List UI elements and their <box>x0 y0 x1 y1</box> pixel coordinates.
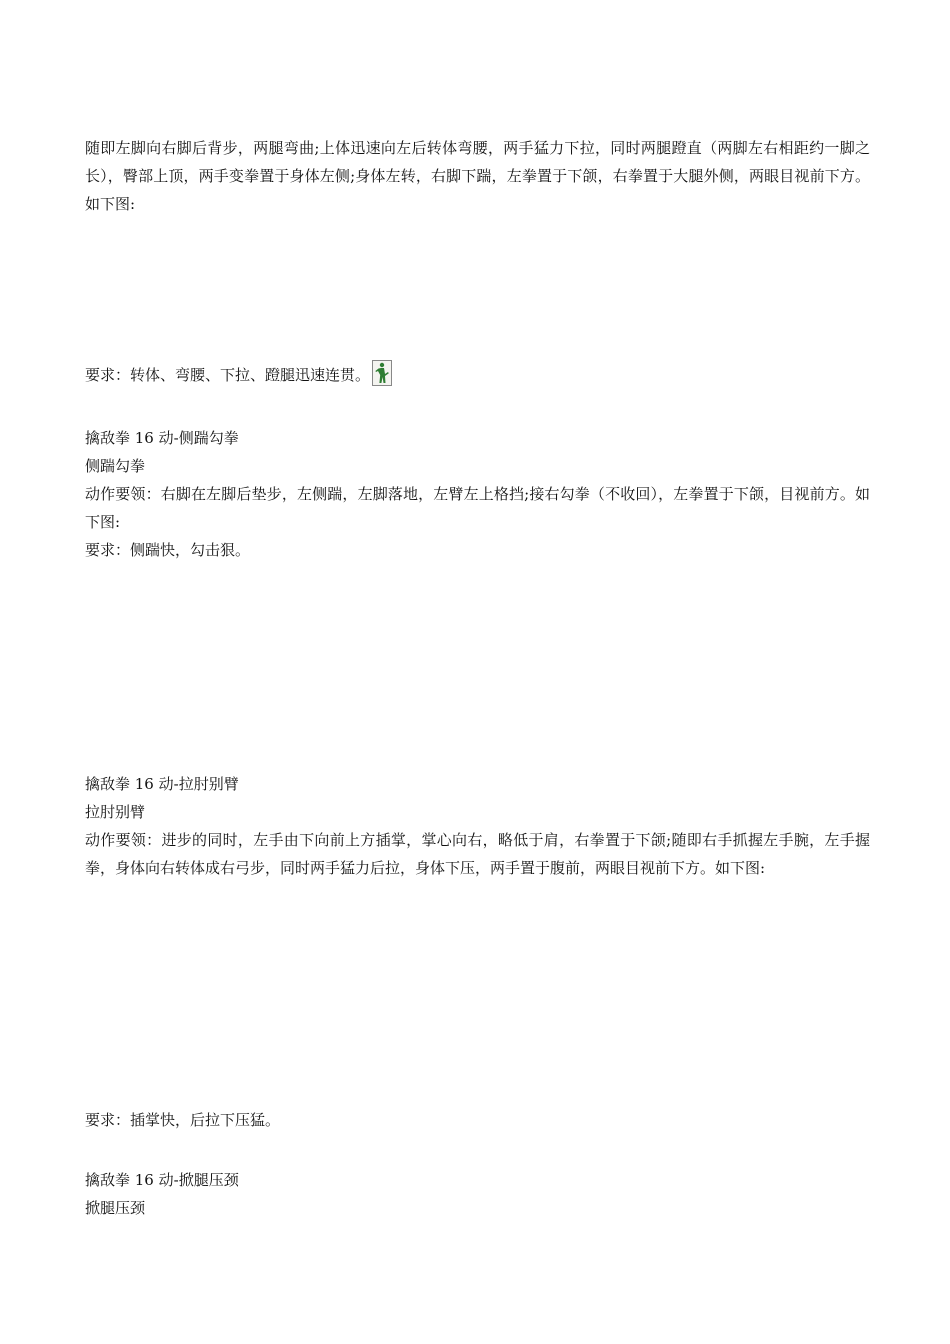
section-heading-lazhou-biebi: 擒敌拳 16 动-拉肘别臂 <box>85 775 239 793</box>
requirement-line-2: 要求：侧踹快，勾击狠。 <box>85 541 251 559</box>
section-subheading-lazhou-biebi: 拉肘别臂 <box>85 803 146 821</box>
section-heading-xiantui-yajing: 擒敌拳 16 动-掀腿压颈 <box>85 1171 239 1189</box>
section-subheading-xiantui-yajing: 掀腿压颈 <box>85 1199 146 1217</box>
section-subheading-ceti-gouquan: 侧踹勾拳 <box>85 457 146 475</box>
paragraph-back-step: 随即左脚向右脚后背步，两腿弯曲;上体迅速向左后转体弯腰，两手猛力下拉，同时两腿蹬直（两脚左右相距约一脚之长），臀部上顶，两手变拳置于身体左侧;身体左转，右脚下踹，左拳置于下颌，右拳置于大腿外侧，两眼目视前下方。如下图: <box>85 139 870 213</box>
person-figure-icon <box>372 360 392 386</box>
requirement-line-1 <box>85 360 870 389</box>
paragraph-lazhou-biebi: 动作要领：进步的同时，左手由下向前上方插掌，掌心向右，略低于肩，右拳置于下颌;随即右手抓握左手腕，左手握拳，身体向右转体成右弓步，同时两手猛力后拉，身体下压，两手置于腹前，两眼目视前下方。如下图: <box>85 831 870 877</box>
requirement-line-3: 要求：插掌快，后拉下压猛。 <box>85 1111 281 1129</box>
requirement-text: 要求：转体、弯腰、下拉、蹬腿迅速连贯。 <box>85 366 371 384</box>
section-heading-ceti-gouquan: 擒敌拳 16 动-侧踹勾拳 <box>85 429 239 447</box>
paragraph-ceti-gouquan: 动作要领：右脚在左脚后垫步，左侧踹，左脚落地，左臂左上格挡;接右勾拳（不收回），左拳置于下颌，目视前方。如下图: <box>85 485 870 531</box>
